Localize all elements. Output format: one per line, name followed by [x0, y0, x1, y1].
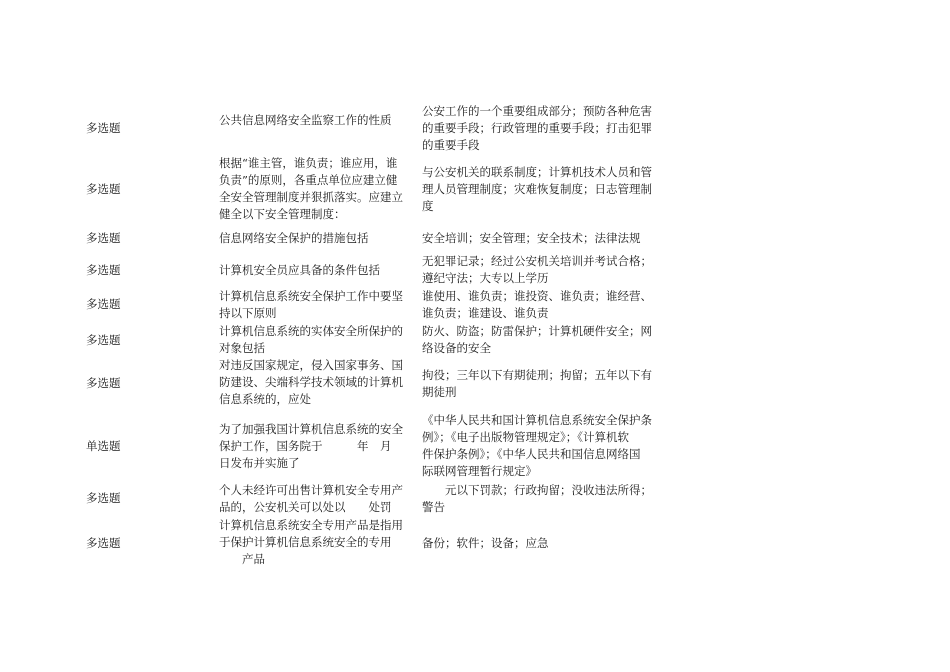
question-line: 健全以下安全管理制度： — [219, 207, 346, 221]
answer-line: 例》；《电子出版物管理规定》；《计算机软 — [422, 430, 629, 444]
question-line: 品的，公安机关可以处以 处罚 — [219, 500, 392, 514]
answer-options — [422, 367, 666, 401]
answer-options — [422, 323, 666, 357]
question-line: 信息网络安全保护的措施包括 — [219, 231, 369, 245]
question-type: 单选题 — [86, 439, 121, 453]
question-line: 防建设、尖端科学技术领域的计算机 — [219, 375, 403, 389]
answer-options — [422, 535, 666, 552]
answer-line: 与公安机关的联系制度；计算机技术人员和管 — [422, 165, 652, 179]
answer-line: 谁使用、谁负责；谁投资、谁负责；谁经营、 — [422, 289, 652, 303]
answer-line: 警告 — [422, 500, 445, 514]
answer-options — [422, 412, 666, 480]
question-line: 日发布并实施了 — [219, 456, 300, 470]
answer-line: 防火、防盗；防雷保护；计算机硬件安全；网 — [422, 324, 652, 338]
question-line: 对违反国家规定，侵入国家事务、国 — [219, 358, 403, 372]
question-line: 产品 — [219, 552, 265, 566]
question-type: 多选题 — [86, 376, 121, 390]
question-type: 多选题 — [86, 297, 121, 311]
question-type: 多选题 — [86, 536, 121, 550]
answer-line: 件保护条例》；《中华人民共和国信息网络国 — [422, 447, 641, 461]
question-text — [219, 230, 411, 247]
question-type: 多选题 — [86, 231, 121, 245]
question-line: 全安全管理制度并狠抓落实。应建立 — [219, 190, 403, 204]
question-text — [219, 262, 411, 279]
answer-options — [422, 253, 666, 287]
question-line: 持以下原则 — [219, 306, 277, 320]
question-line: 个人未经许可出售计算机安全专用产 — [219, 483, 403, 497]
answer-line: 《中华人民共和国计算机信息系统安全保护条 — [422, 413, 652, 427]
answer-line: 度 — [422, 199, 434, 213]
answer-options — [422, 164, 666, 215]
question-type: 多选题 — [86, 333, 121, 347]
question-line: 保护工作，国务院于 年 月 — [219, 439, 392, 453]
answer-options — [422, 482, 666, 516]
answer-line: 遵纪守法；大专以上学历 — [422, 271, 549, 285]
question-line: 于保护计算机信息系统安全的专用 — [219, 535, 392, 549]
question-line: 对象包括 — [219, 341, 265, 355]
answer-line: 际联网管理暂行规定》 — [422, 464, 537, 478]
question-line: 信息系统的，应处 — [219, 392, 311, 406]
answer-options — [422, 288, 666, 322]
answer-line: 理人员管理制度；灾难恢复制度；日志管理制 — [422, 182, 652, 196]
question-text — [219, 482, 411, 516]
answer-line: 络设备的安全 — [422, 341, 491, 355]
question-text — [219, 421, 411, 472]
question-line: 为了加强我国计算机信息系统的安全 — [219, 422, 403, 436]
question-text — [219, 288, 411, 322]
answer-line: 的重要手段 — [422, 138, 480, 152]
answer-line: 无犯罪记录；经过公安机关培训并考试合格； — [422, 254, 652, 268]
question-text — [219, 323, 411, 357]
question-line: 计算机信息系统安全保护工作中要坚 — [219, 289, 403, 303]
answer-options — [422, 230, 666, 247]
answer-line: 公安工作的一个重要组成部分；预防各种危害 — [422, 104, 652, 118]
question-type: 多选题 — [86, 263, 121, 277]
question-line: 公共信息网络安全监察工作的性质 — [219, 113, 392, 127]
answer-line: 的重要手段；行政管理的重要手段；打击犯罪 — [422, 121, 652, 135]
question-text — [219, 517, 411, 568]
question-line: 计算机信息系统的实体安全所保护的 — [219, 324, 403, 338]
answer-line: 谁负责；谁建设、谁负责 — [422, 306, 549, 320]
question-text — [219, 155, 411, 223]
answer-line: 备份；软件；设备；应急 — [422, 536, 549, 550]
question-type: 多选题 — [86, 491, 121, 505]
question-line: 计算机信息系统安全专用产品是指用 — [219, 518, 403, 532]
answer-line: 拘役；三年以下有期徒刑；拘留；五年以下有 — [422, 368, 652, 382]
question-line: 负责”的原则，各重点单位应建立健 — [219, 173, 398, 187]
answer-line: 安全培训；安全管理；安全技术；法律法规 — [422, 231, 641, 245]
question-type: 多选题 — [86, 182, 121, 196]
answer-line: 期徒刑 — [422, 385, 457, 399]
answer-options — [422, 103, 666, 154]
question-text — [219, 357, 411, 408]
question-line: 根据“谁主管，谁负责；谁应用，谁 — [219, 156, 398, 170]
question-text — [219, 112, 411, 129]
question-type: 多选题 — [86, 121, 121, 135]
answer-line: 元以下罚款；行政拘留；没收违法所得； — [422, 483, 652, 497]
question-line: 计算机安全员应具备的条件包括 — [219, 263, 380, 277]
